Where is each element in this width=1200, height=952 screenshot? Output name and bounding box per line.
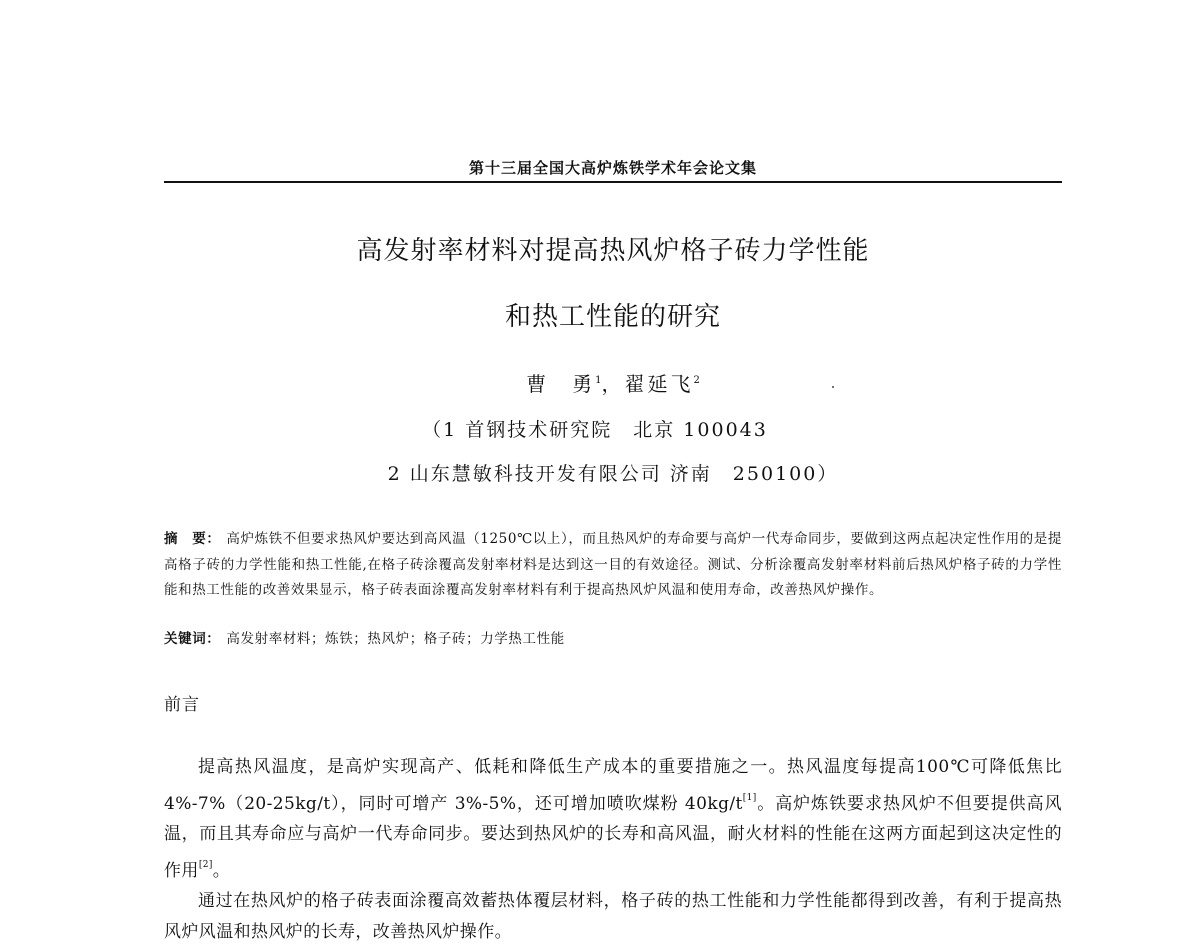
section-heading-preface: 前言 (164, 695, 200, 715)
scan-speck (832, 386, 834, 388)
body-p1-part-b: 。高炉炼铁要求热风炉不但要提供高风温，而且其寿命应与高炉一代寿命同步。要达到热风炉的长寿和高风温，耐火材料的性能在这两方面起到这决定性的作用 (164, 793, 1062, 881)
paper-title-line-2: 和热工性能的研究 (504, 302, 721, 332)
abstract-text: 高炉炼铁不但要求热风炉要达到高风温（1250℃以上），而且热风炉的寿命要与高炉一代寿命同步，要做到这两点起决定性作用的是提高格子砖的力学性能和热工性能,在格子砖涂覆高发射率材料是达到这一目的有效途径。测试、分析涂覆高发射率材料前后热风炉格子砖的力学性能和热工性能的改善效果显示，格子砖表面涂覆高发射率材料有利于提高热风炉风温和使用寿命，改善热风炉操作。 (164, 531, 1062, 598)
body-paragraph-1 (164, 752, 1062, 886)
abstract-label: 摘 要： (164, 531, 221, 547)
body-text (164, 752, 1062, 947)
keywords-text: 高发射率材料；炼铁；热风炉；格子砖；力学热工性能 (226, 631, 565, 647)
abstract (164, 527, 1062, 604)
citation-1[interactable]: [1] (742, 792, 757, 803)
author-1: 曹 勇 (526, 372, 596, 396)
body-p1-part-a: 提高热风温度，是高炉实现高产、低耗和降低生产成本的重要措施之一。热风温度每提高100℃可降低焦比 4%-7%（20-25kg/t），同时可增产 3%-5%，还可增加喷吹煤粉 40kg/t (164, 757, 1062, 814)
header-rule (164, 181, 1062, 183)
citation-2[interactable]: [2] (198, 859, 213, 870)
author-list (164, 368, 1062, 397)
running-header: 第十三届全国大高炉炼铁学术年会论文集 (468, 159, 757, 177)
affiliation-2: 2 山东慧敏科技开发有限公司 济南 250100） (387, 463, 839, 485)
affiliation-1: （1 首钢技术研究院 北京 100043 (422, 419, 768, 441)
author-2-affil-mark: 2 (693, 375, 700, 386)
author-2: 翟延飞 (624, 372, 694, 396)
author-1-affil-mark: 1 (595, 375, 602, 386)
keywords-label: 关键词： (164, 631, 221, 647)
body-p1-part-c: 。 (212, 860, 231, 881)
author-separator: ， (601, 372, 625, 396)
paper-title-line-1: 高发射率材料对提高热风炉格子砖力学性能 (356, 236, 870, 266)
keywords (164, 627, 1062, 647)
body-paragraph-2: 通过在热风炉的格子砖表面涂覆高效蓄热体覆层材料，格子砖的热工性能和力学性能都得到改善，有利于提高热风炉风温和热风炉的长寿，改善热风炉操作。 (164, 891, 1062, 942)
